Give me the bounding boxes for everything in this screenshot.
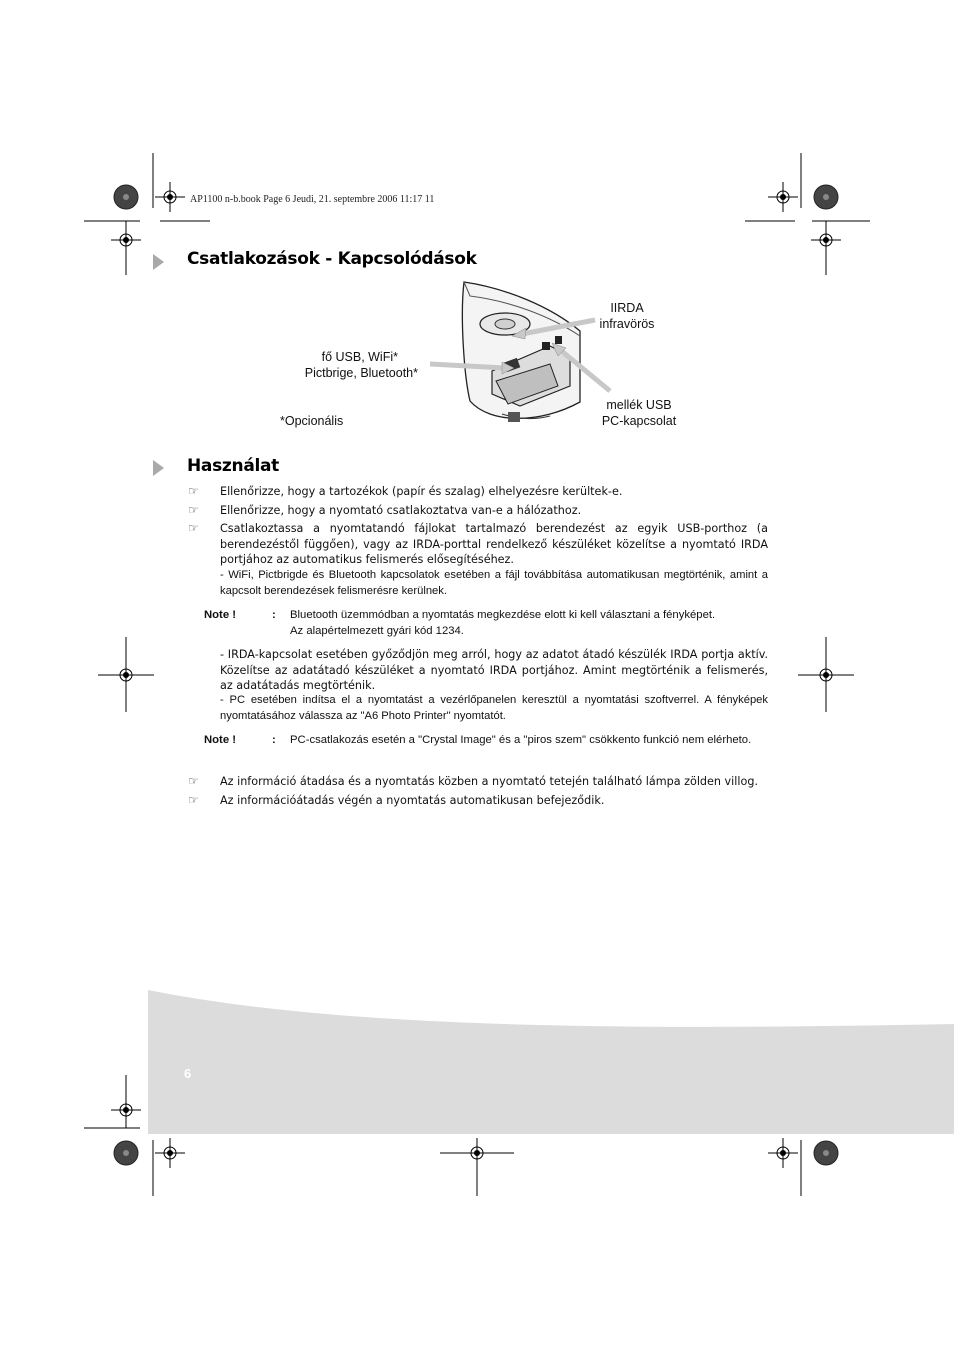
label-secondary-usb-line2: PC-kapcsolat [601,414,677,428]
note-pc [204,733,768,749]
usage-content [188,484,768,602]
note-colon: : [272,609,276,621]
pointing-hand-icon: ☞ [188,521,199,536]
pointing-hand-icon: ☞ [188,792,199,807]
list-item: ☞ Az információátadás végén a nyomtatás automatikusan befejeződik. [188,792,605,807]
label-secondary-usb [597,397,681,429]
book-header-line: AP1100 n-b.book Page 6 Jeudi, 21. septembre 2006 11:17 11 [190,194,435,205]
pointing-hand-icon: ☞ [188,484,199,498]
section-title-connections: Csatlakozások - Kapcsolódások [187,249,477,269]
label-secondary-usb-line1: mellék USB [606,398,672,412]
pointing-hand-icon: ☞ [188,502,199,517]
label-irda-line2: infravörös [599,317,655,331]
label-main-usb-line1: fő USB, WiFi* [321,350,398,364]
list-item: ☞ Ellenőrizze, hogy a nyomtató csatlakoztatva van-e a hálózathoz. [188,502,582,517]
note-text-line2: Az alapértelmezett gyári kód 1234. [290,624,464,637]
pc-paragraph: - PC esetében indítsa el a nyomtatást a vezérlőpanelen keresztül a nyomtatási szoftverrel. A fényképek nyomtatásához válassza az "A6 Photo Printer" nyomtatót. [220,694,768,722]
note-bluetooth [204,608,768,639]
list-item: ☞ Ellenőrizze, hogy a tartozékok (papír és szalag) elhelyezésre kerültek-e. [188,484,623,498]
label-main-usb [290,349,418,381]
section-arrow-icon [153,254,164,270]
section-arrow-icon [153,460,164,476]
wifi-paragraph: - WiFi, Pictbrigde és Bluetooth kapcsolatok esetében a fájl továbbítása automatikusan megtörténik, amint a kapcsolt berendezések felismerésre kerülnek. [220,568,768,597]
irda-paragraph: - IRDA-kapcsolat esetében győződjön meg arról, hogy az adatot átadó készülék IRDA portja aktív. Közelítse az adatátadó készüléket a nyomtató IRDA portjához. Amint megtörténik a felismerés, az adatátadás megtörténik. [220,648,768,693]
note-label: Note ! [204,734,237,746]
label-irda-line1: IIRDA [610,301,644,315]
note-text: PC-csatlakozás esetén a "Crystal Image" és a "piros szem" csökkento funkció nem elérheto. [290,734,752,746]
pointing-hand-icon: ☞ [188,774,199,788]
list-item: ☞ Csatlakoztassa a nyomtatandó fájlokat tartalmazó berendezést az egyik USB-porthoz (a berendezéstől függően), vagy az IRDA-porttal rendelkező készüléket közelítse a nyomtató IRDA portjához az automatikus felismerés elősegítéséhez. - WiFi, Pictbrigde és Bluetooth kapcsolatok esetében a fájl továbbítása automatikusan megtörténik, amint a kapcsolt berendezések felismerésre kerülnek. [188,521,768,599]
footer-band [148,990,954,1134]
note-colon: : [272,734,276,746]
note-text-line1: Bluetooth üzemmódban a nyomtatás megkezdése elott ki kell választani a fényképet. [290,609,716,621]
usage-end-list [188,774,768,811]
label-main-usb-line2: Pictbrige, Bluetooth* [304,366,418,380]
note-label: Note ! [204,609,237,621]
label-optional: *Opcionális [280,414,344,428]
list-item: ☞ Az információ átadása és a nyomtatás közben a nyomtató tetején található lámpa zölden villog. [188,774,759,788]
label-irda [592,300,662,332]
section-title-usage: Használat [187,456,280,476]
page-number: 6 [184,1066,192,1081]
